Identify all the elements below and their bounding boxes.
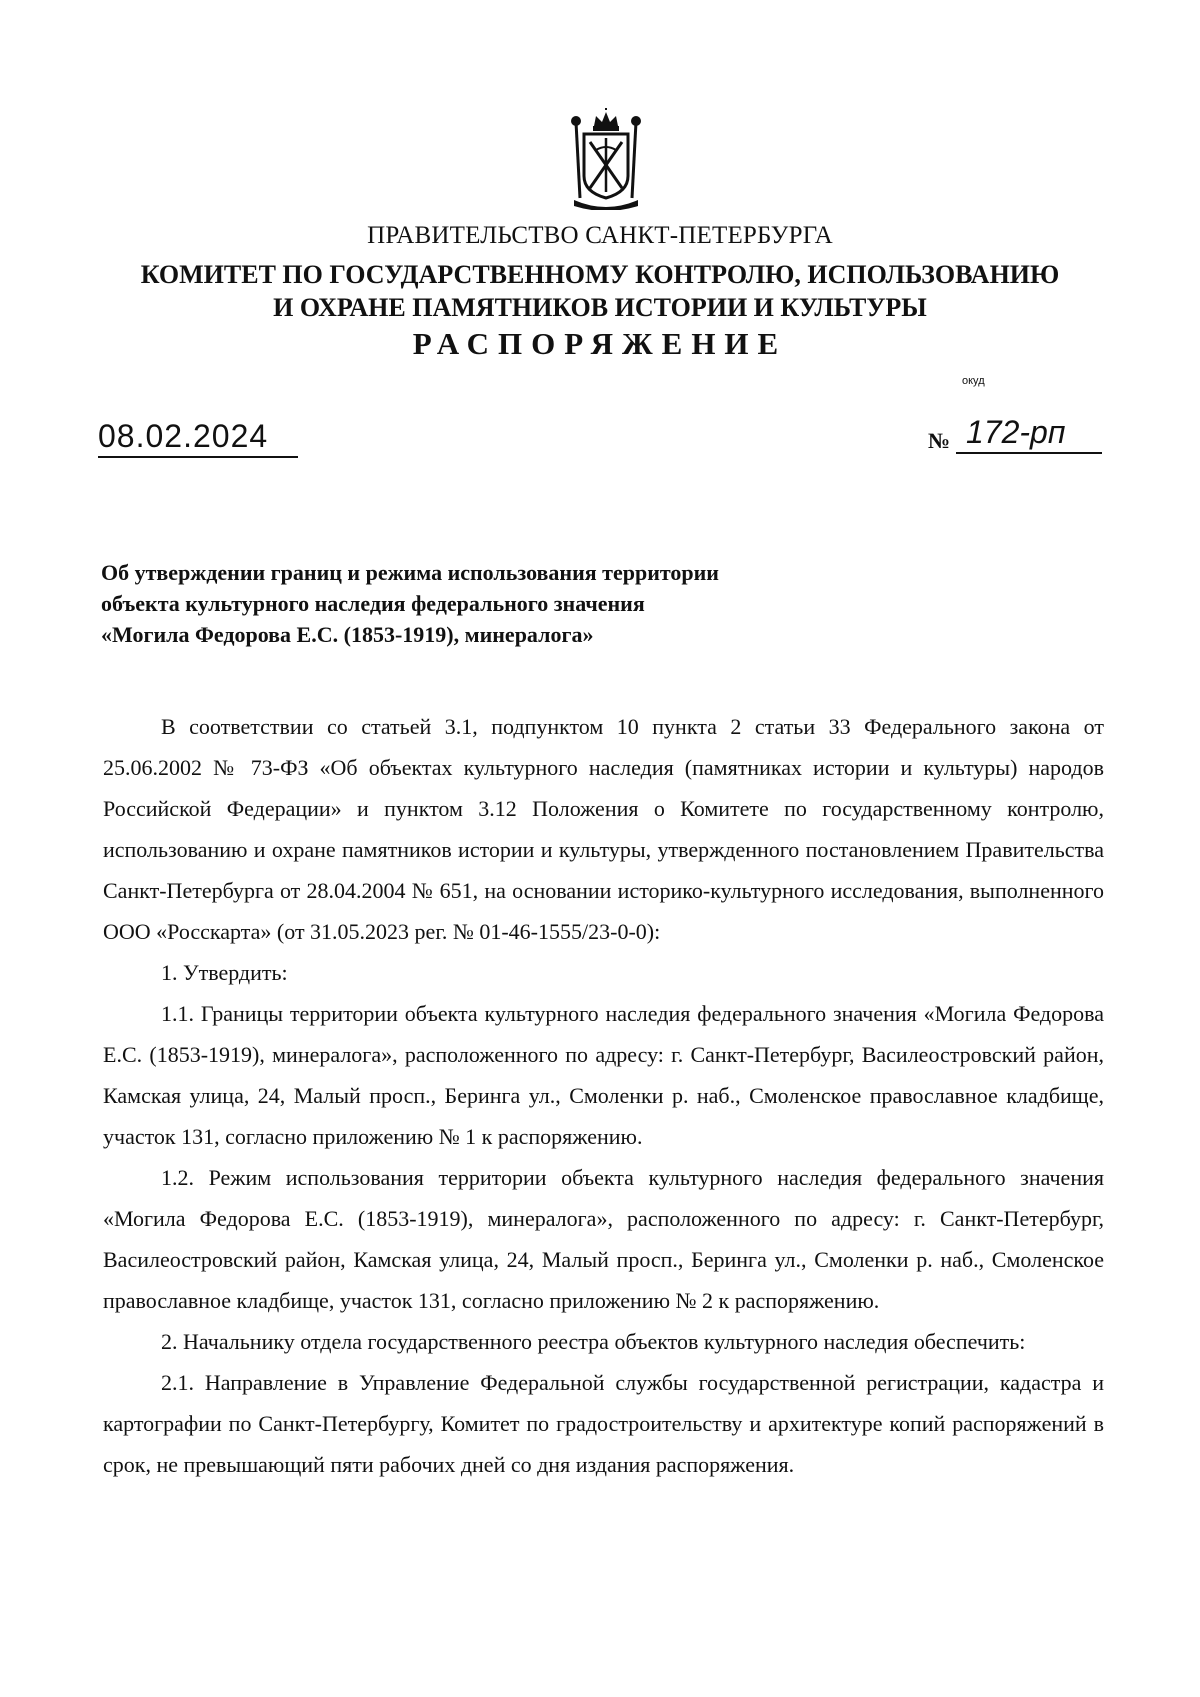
paragraph-1-2: 1.2. Режим использования территории объекта культурного наследия федерального значения «Могила Федорова Е.С. (1853-1919), минералога», расположенного по адресу: г. Санкт-Петербург, Василеостровский район, Камская улица, 24, Малый просп., Беринга ул., Смоленки р. наб., Смоленское православное кладбище, участок 131, согласно приложению № 2 к распоряжению. [103, 1165, 1104, 1313]
document-date: 08.02.2024 [98, 416, 298, 458]
committee-line-1: КОМИТЕТ ПО ГОСУДАРСТВЕННОМУ КОНТРОЛЮ, ИСПОЛЬЗОВАНИЮ [140, 260, 1060, 289]
committee-line-2: И ОХРАНЕ ПАМЯТНИКОВ ИСТОРИИ И КУЛЬТУРЫ [273, 293, 927, 322]
paragraph-1-1: 1.1. Границы территории объекта культурного наследия федерального значения «Могила Федорова Е.С. (1853-1919), минералога», расположенного по адресу: г. Санкт-Петербург, Василеостровский район, Камская улица, 24, Малый просп., Беринга ул., Смоленки р. наб., Смоленское православное кладбище, участок 131, согласно приложению № 1 к распоряжению. [103, 1001, 1104, 1149]
paragraph-2: 2. Начальнику отдела государственного реестра объектов культурного наследия обеспечить: [161, 1329, 1026, 1354]
okud-label: окуд [962, 375, 985, 387]
coat-of-arms-icon [566, 108, 646, 210]
document-subject [101, 557, 821, 650]
committee-name [0, 258, 1200, 324]
document-body [103, 706, 1104, 1485]
paragraph-1: 1. Утвердить: [161, 960, 288, 985]
subject-line-2: объекта культурного наследия федерального значения [101, 591, 645, 616]
paragraph-preamble: В соответствии со статьей 3.1, подпунктом 10 пункта 2 статьи 33 Федерального закона от 25.06.2002 № 73-ФЗ «Об объектах культурного наследия (памятниках истории и культуры) народов Российской Федерации» и пунктом 3.12 Положения о Комитете по государственному контролю, использованию и охране памятников истории и культуры, утвержденного постановлением Правительства Санкт-Петербурга от 28.04.2004 № 651, на основании историко-культурного исследования, выполненного ООО «Росскарта» (от 31.05.2023 рег. № 01-46-1555/23-0-0): [103, 714, 1104, 944]
subject-line-3: «Могила Федорова Е.С. (1853-1919), минералога» [101, 622, 594, 647]
document-number: 172-рп [956, 412, 1102, 454]
subject-line-1: Об утверждении границ и режима использования территории [101, 560, 719, 585]
number-sign: № [928, 428, 951, 453]
paragraph-2-1: 2.1. Направление в Управление Федеральной службы государственной регистрации, кадастра и картографии по Санкт-Петербургу, Комитет по градостроительству и архитектуре копий распоряжений в срок, не превышающий пяти рабочих дней со дня издания распоряжения. [103, 1370, 1104, 1477]
government-name: ПРАВИТЕЛЬСТВО САНКТ-ПЕТЕРБУРГА [367, 222, 833, 249]
document-type: РАСПОРЯЖЕНИЕ [412, 326, 788, 361]
